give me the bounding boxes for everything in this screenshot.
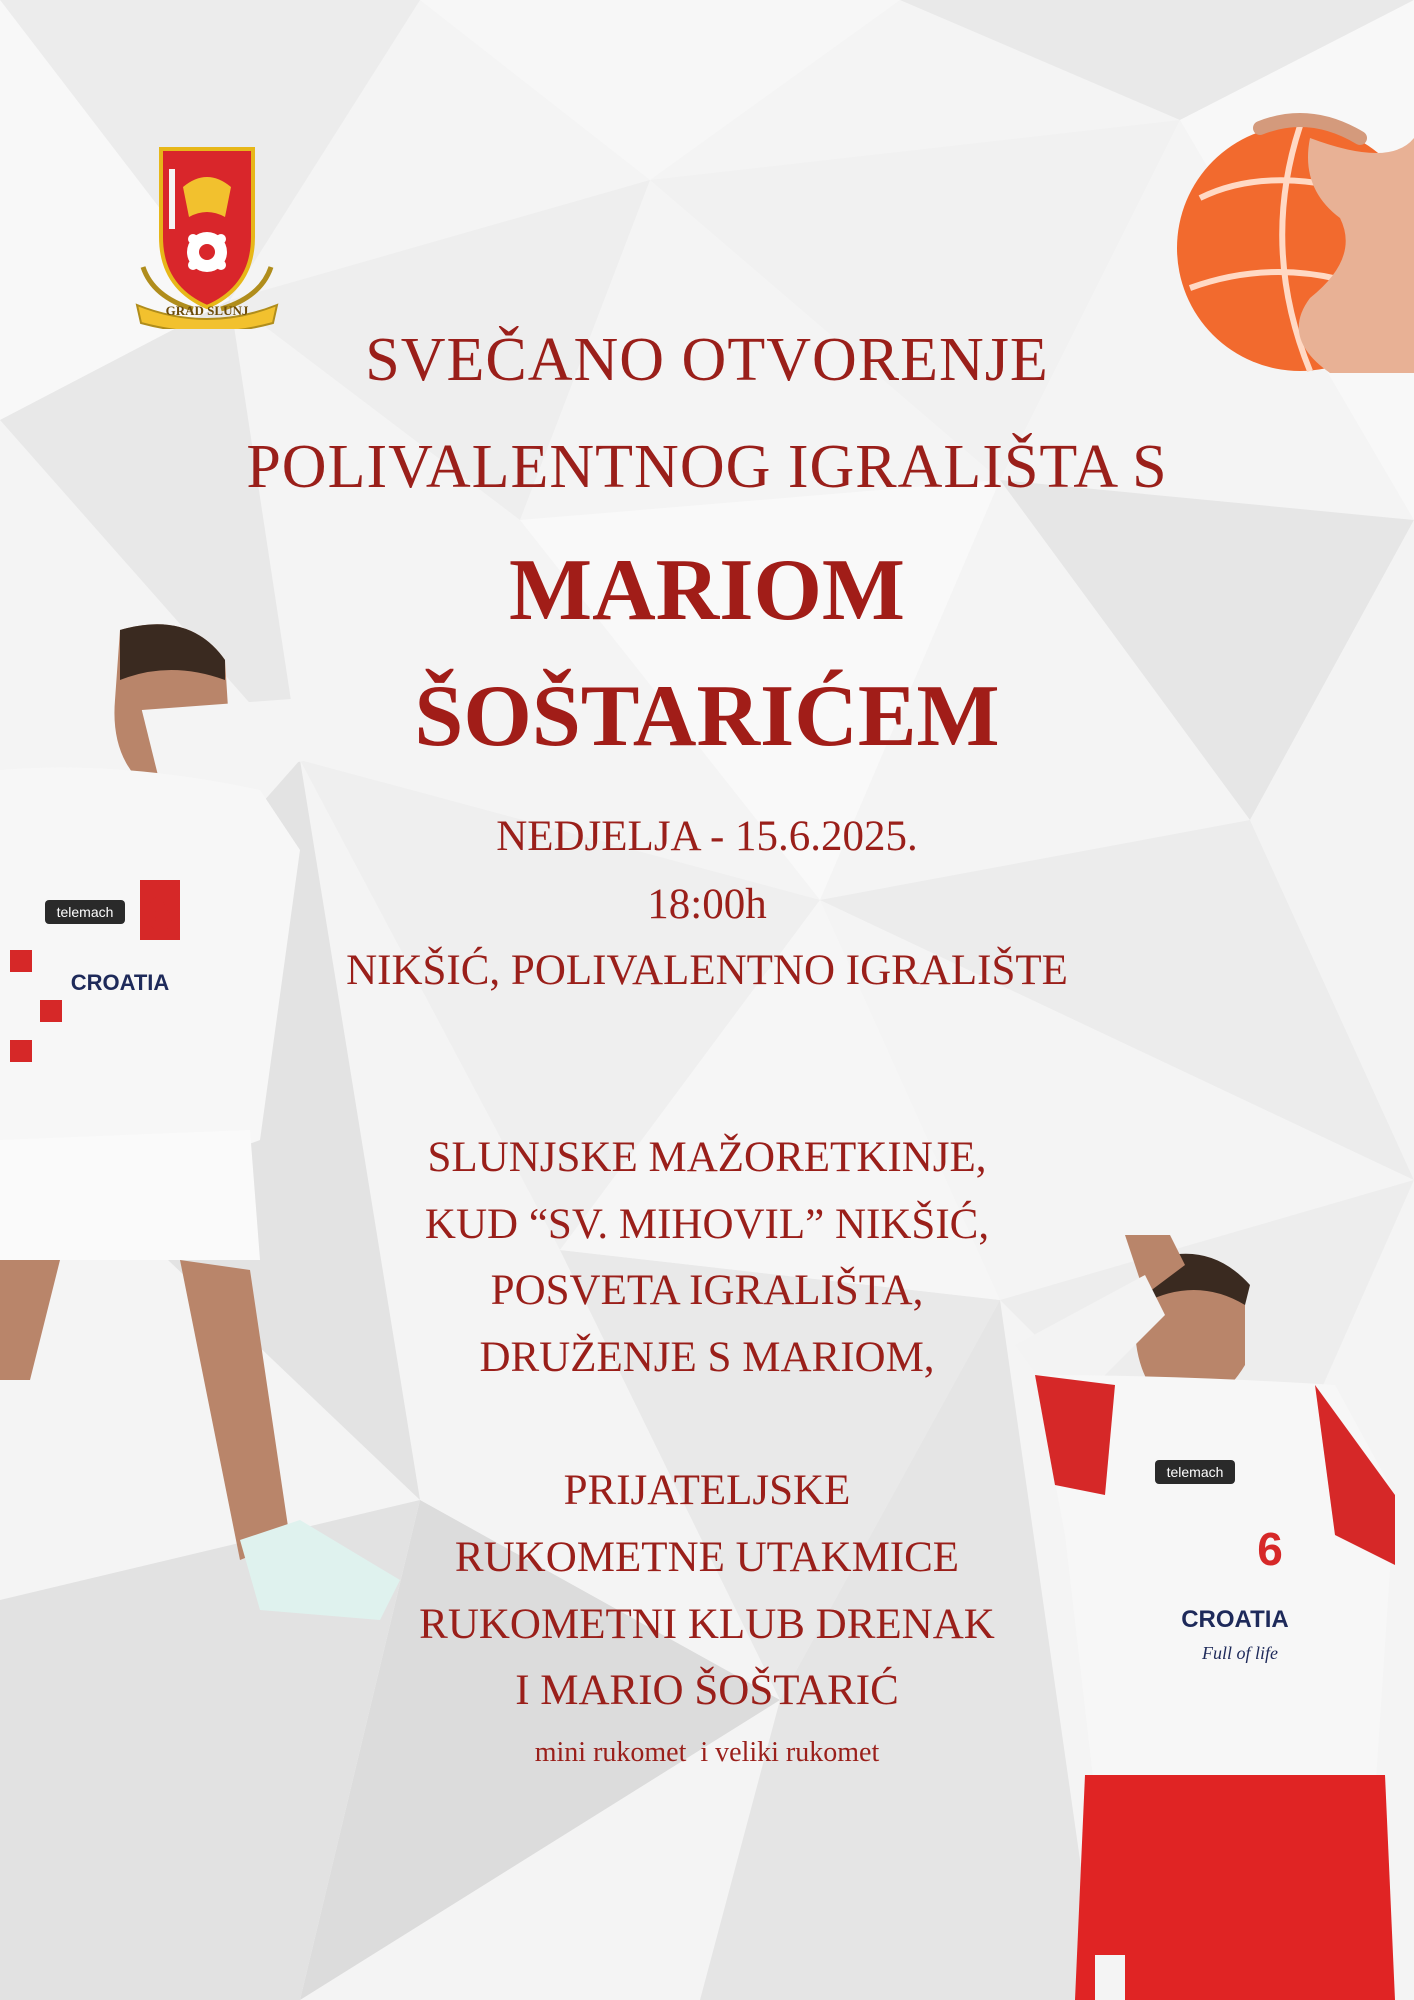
match-note: mini rukomet i veliki rukomet: [534, 1737, 880, 1768]
jersey-team-left: CROATIA: [70, 970, 170, 995]
crest-banner-text: GRAD SLUNJ: [165, 303, 249, 318]
program-item: DRUŽENJE S MARIOM,: [479, 1334, 935, 1381]
jersey-number-right: 6: [1257, 1523, 1283, 1575]
event-date: NEDJELJA - 15.6.2025.: [496, 813, 918, 860]
guest-name-line-2: ŠOŠTARIĆEM: [414, 668, 1000, 765]
match-line: PRIJATELJSKE: [563, 1467, 851, 1514]
program-item: SLUNJSKE MAŽORETKINJE,: [427, 1134, 987, 1181]
jersey-number-left: 6: [146, 888, 174, 941]
jersey-sponsor-left: telemach: [56, 904, 114, 920]
grad-slunj-crest-logo: [133, 147, 281, 329]
jersey-sponsor-right: telemach: [1166, 1464, 1224, 1480]
program-item: KUD “SV. MIHOVIL” NIKŠIĆ,: [424, 1201, 990, 1248]
headline-line-1: SVEČANO OTVORENJE: [365, 326, 1049, 394]
jersey-slogan-right: Full of life: [1202, 1643, 1278, 1663]
program-item: POSVETA IGRALIŠTA,: [490, 1267, 924, 1314]
match-line: RUKOMETNE UTAKMICE: [454, 1534, 960, 1581]
match-line: I MARIO ŠOŠTARIĆ: [515, 1667, 899, 1714]
match-line: RUKOMETNI KLUB DRENAK: [419, 1601, 995, 1648]
event-time: 18:00h: [647, 881, 767, 928]
headline-line-2: POLIVALENTNOG IGRALIŠTA S: [246, 433, 1168, 501]
guest-name-line-1: MARIOM: [509, 542, 905, 639]
event-place: NIKŠIĆ, POLIVALENTNO IGRALIŠTE: [346, 947, 1068, 994]
jersey-team-right: CROATIA: [1181, 1606, 1289, 1633]
